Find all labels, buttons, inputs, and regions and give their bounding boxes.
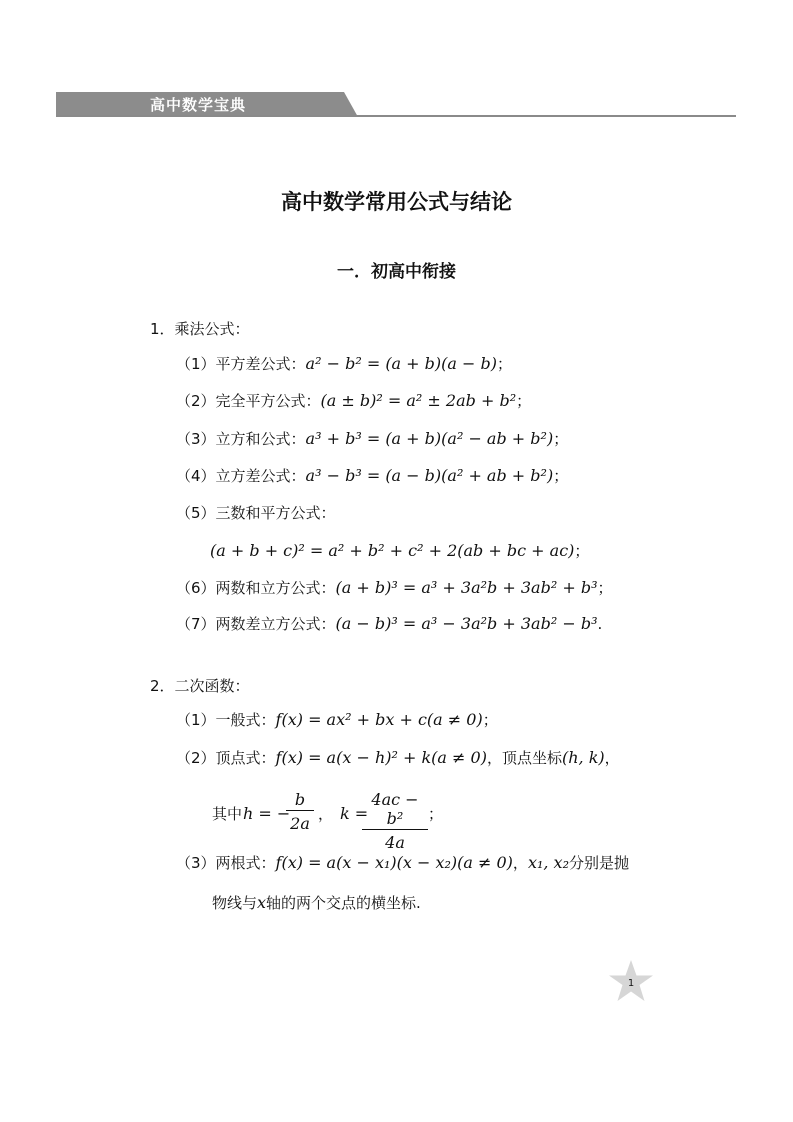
fraction-separator: ，: [318, 805, 334, 823]
formula-end: ；: [497, 355, 513, 373]
h-expression: h = −: [243, 804, 291, 823]
h-lhs: [243, 804, 290, 824]
formula: (a ± b)² = a² ± 2ab + b²: [320, 391, 517, 410]
formula-line: [176, 578, 613, 598]
formula-line: [176, 748, 620, 768]
formula-line: [176, 391, 531, 411]
formula-line: [176, 354, 512, 374]
formula-label: （3）两根式：: [176, 854, 276, 872]
formula-line: [176, 710, 498, 730]
roots-text: 分别是抛: [568, 854, 629, 872]
formula: a³ − b³ = (a − b)(a² + ab + b²): [305, 466, 554, 485]
roots: x₁, x₂: [527, 853, 569, 872]
formula-label: （1）一般式：: [176, 711, 276, 729]
formula: (a − b)³ = a³ − 3a²b + 3ab² − b³: [335, 614, 598, 633]
formula: (a + b + c)² = a² + b² + c² + 2(ab + bc + ac): [210, 541, 575, 560]
page-number: 1: [627, 978, 635, 989]
x-variable: x: [257, 893, 267, 912]
formula-line: [176, 853, 629, 873]
section-title: 一．初高中衔接: [337, 262, 456, 282]
formula-end: ，: [604, 749, 620, 767]
formula-end: ；: [597, 579, 613, 597]
formula: f(x) = a(x − h)² + k(a ≠ 0): [275, 748, 487, 767]
formula-end: .: [597, 615, 603, 633]
k-expression: k =: [340, 804, 369, 823]
k-numerator: 4ac − b²: [371, 790, 419, 828]
formula-label: （7）两数差立方公式：: [176, 615, 336, 633]
k-denominator: 4a: [362, 829, 428, 852]
formula: a² − b² = (a + b)(a − b): [305, 354, 497, 373]
formula-separator: ，: [512, 854, 528, 872]
page-number-badge: [607, 958, 655, 1006]
formula-label: （2）顶点式：: [176, 749, 276, 767]
k-fraction: [362, 790, 428, 852]
formula-line: [176, 466, 568, 486]
formula-label: （2）完全平方公式：: [176, 392, 321, 410]
formula-label: （1）平方差公式：: [176, 355, 306, 373]
formula-line: [176, 614, 602, 634]
formula-label: （3）立方和公式：: [176, 430, 306, 448]
formula-end: ；: [482, 711, 498, 729]
h-fraction: [286, 790, 314, 833]
text-part: 物线与: [212, 894, 258, 912]
formula-end: ；: [428, 805, 444, 823]
formula-label: （5）三数和平方公式：: [176, 504, 336, 522]
formula-line: [210, 541, 589, 561]
vertex-coord: (h, k): [561, 748, 605, 767]
part2-title: 2．二次函数：: [150, 677, 250, 695]
header-rule: [56, 115, 736, 117]
formula-label: （6）两数和立方公式：: [176, 579, 336, 597]
formula-end: ；: [574, 542, 590, 560]
document-title: 高中数学常用公式与结论: [281, 190, 512, 214]
where-label: 其中: [212, 805, 243, 823]
formula: f(x) = ax² + bx + c(a ≠ 0): [275, 710, 483, 729]
text-line: [212, 893, 421, 913]
formula-label: （4）立方差公式：: [176, 467, 306, 485]
h-denominator: 2a: [286, 810, 314, 833]
formula-line: [176, 503, 336, 523]
vertex-text: ，顶点坐标: [486, 749, 562, 767]
header-title: 高中数学宝典: [150, 96, 247, 114]
formula: a³ + b³ = (a + b)(a² − ab + b²): [305, 429, 554, 448]
part1-title: 1．乘法公式：: [150, 320, 250, 338]
formula-end: ；: [516, 392, 532, 410]
formula: f(x) = a(x − x₁)(x − x₂)(a ≠ 0): [275, 853, 513, 872]
formula-line: [176, 429, 568, 449]
h-numerator: b: [294, 790, 306, 809]
formula: (a + b)³ = a³ + 3a²b + 3ab² + b³: [335, 578, 598, 597]
formula-end: ；: [553, 467, 569, 485]
formula-end: ；: [553, 430, 569, 448]
text-part: 轴的两个交点的横坐标.: [266, 894, 421, 912]
